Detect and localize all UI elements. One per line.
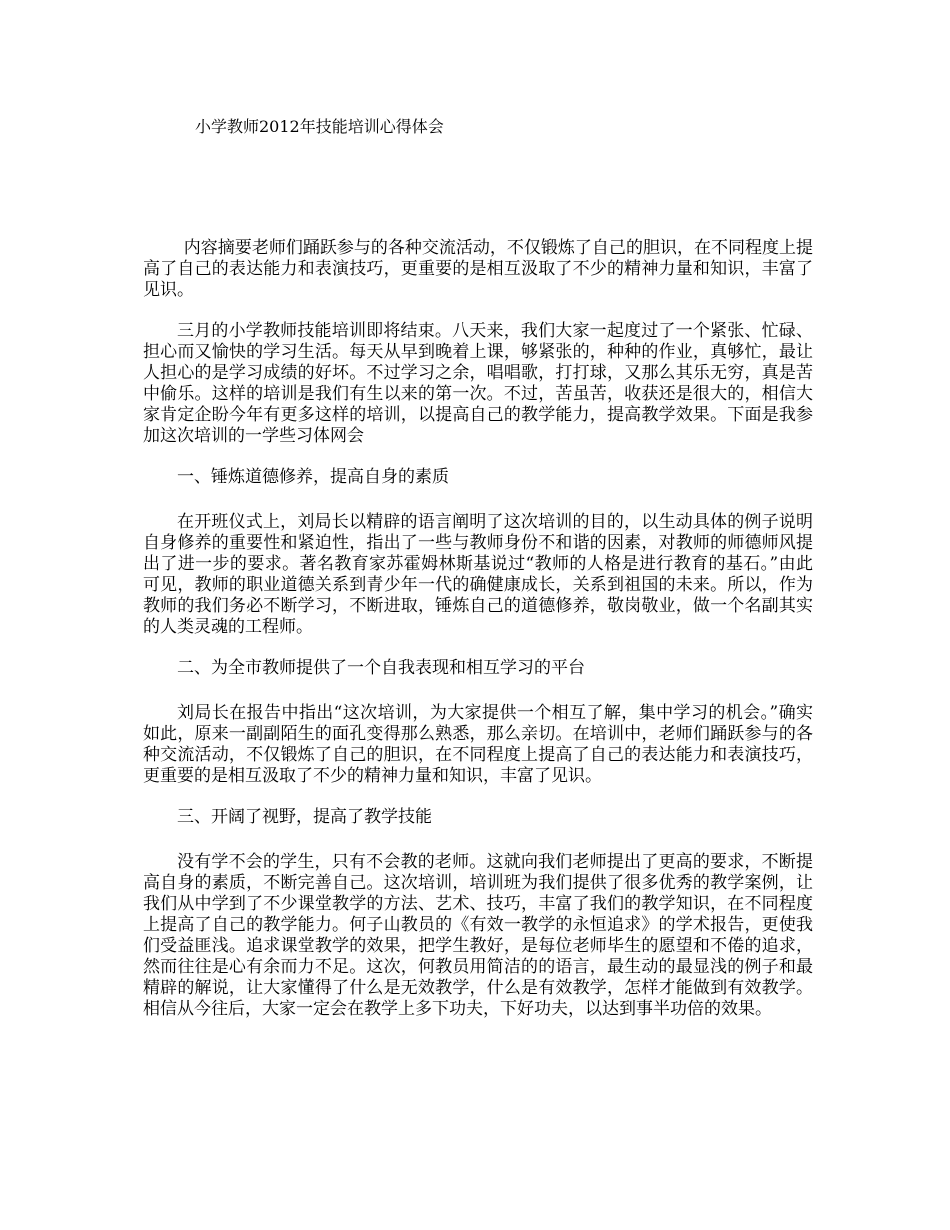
section-1-paragraph: 在开班仪式上，刘局长以精辟的语言阐明了这次培训的目的，以生动具体的例子说明自身修养的重要性和紧迫性，指出了一些与教师身份不和谐的因素，对教师的师德师风提出了进一步的要求。著名教育家苏霍姆林斯基说过“教师的人格是进行教育的基石。”由此可见，教师的职业道德关系到青少年一代的确健康成长，关系到祖国的未来。所以，作为教师的我们务必不断学习，不断进取，锤炼自己的道德修养，敬岗敬业，做一个名副其实的人类灵魂的工程师。	[143, 512, 813, 637]
section-3-paragraph: 没有学不会的学生，只有不会教的老师。这就向我们老师提出了更高的要求，不断提高自身的素质，不断完善自己。这次培训，培训班为我们提供了很多优秀的教学案例，让我们从中学到了不少课堂教学的方法、艺术、技巧，丰富了我们的教学知识，在不同程度上提高了自己的教学能力。何子山教员的《有效一教学的永恒追求》的学术报告，更使我们受益匪浅。追求课堂教学的效果，把学生教好，是每位老师毕生的愿望和不倦的追求，然而往往是心有余而力不足。这次，何教员用简洁的的语言，最生动的最显浅的例子和最精辟的解说，让大家懂得了什么是无效教学，什么是有效教学，怎样才能做到有效教学。相信从今往后，大家一定会在教学上多下功夫，下好功夫，以达到事半功倍的效果。	[143, 852, 813, 1019]
section-1-heading: 一、锤炼道德修养，提高自身的素质	[177, 467, 449, 487]
section-3-heading: 三、开阔了视野，提高了教学技能	[177, 807, 432, 827]
abstract-paragraph: 内容摘要老师们踊跃参与的各种交流活动，不仅锻炼了自己的胆识，在不同程度上提高了自己的表达能力和表演技巧，更重要的是相互汲取了不少的精神力量和知识，丰富了见识。	[143, 238, 813, 300]
section-2-paragraph: 刘局长在报告中指出“这次培训，为大家提供一个相互了解，集中学习的机会。”确实如此，原来一副副陌生的面孔变得那么熟悉，那么亲切。在培训中，老师们踊跃参与的各种交流活动，不仅锻炼了自己的胆识，在不同程度上提高了自己的表达能力和表演技巧，更重要的是相互汲取了不少的精神力量和知识，丰富了见识。	[143, 703, 813, 786]
intro-paragraph: 三月的小学教师技能培训即将结束。八天来，我们大家一起度过了一个紧张、忙碌、担心而又愉快的学习生活。每天从早到晚着上课，够紧张的，种种的作业，真够忙，最让人担心的是学习成绩的好坏。不过学习之余，唱唱歌，打打球，又那么其乐无穷，真是苦中偷乐。这样的培训是我们有生以来的第一次。不过，苦虽苦，收获还是很大的，相信大家肯定企盼今年有更多这样的培训，以提高自己的教学能力，提高教学效果。下面是我参加这次培训的一学些习体网会	[143, 321, 813, 446]
document-body	[143, 238, 813, 1040]
section-2-heading: 二、为全市教师提供了一个自我表现和相互学习的平台	[177, 658, 585, 678]
document-title: 小学教师2012年技能培训心得体会	[195, 117, 444, 136]
